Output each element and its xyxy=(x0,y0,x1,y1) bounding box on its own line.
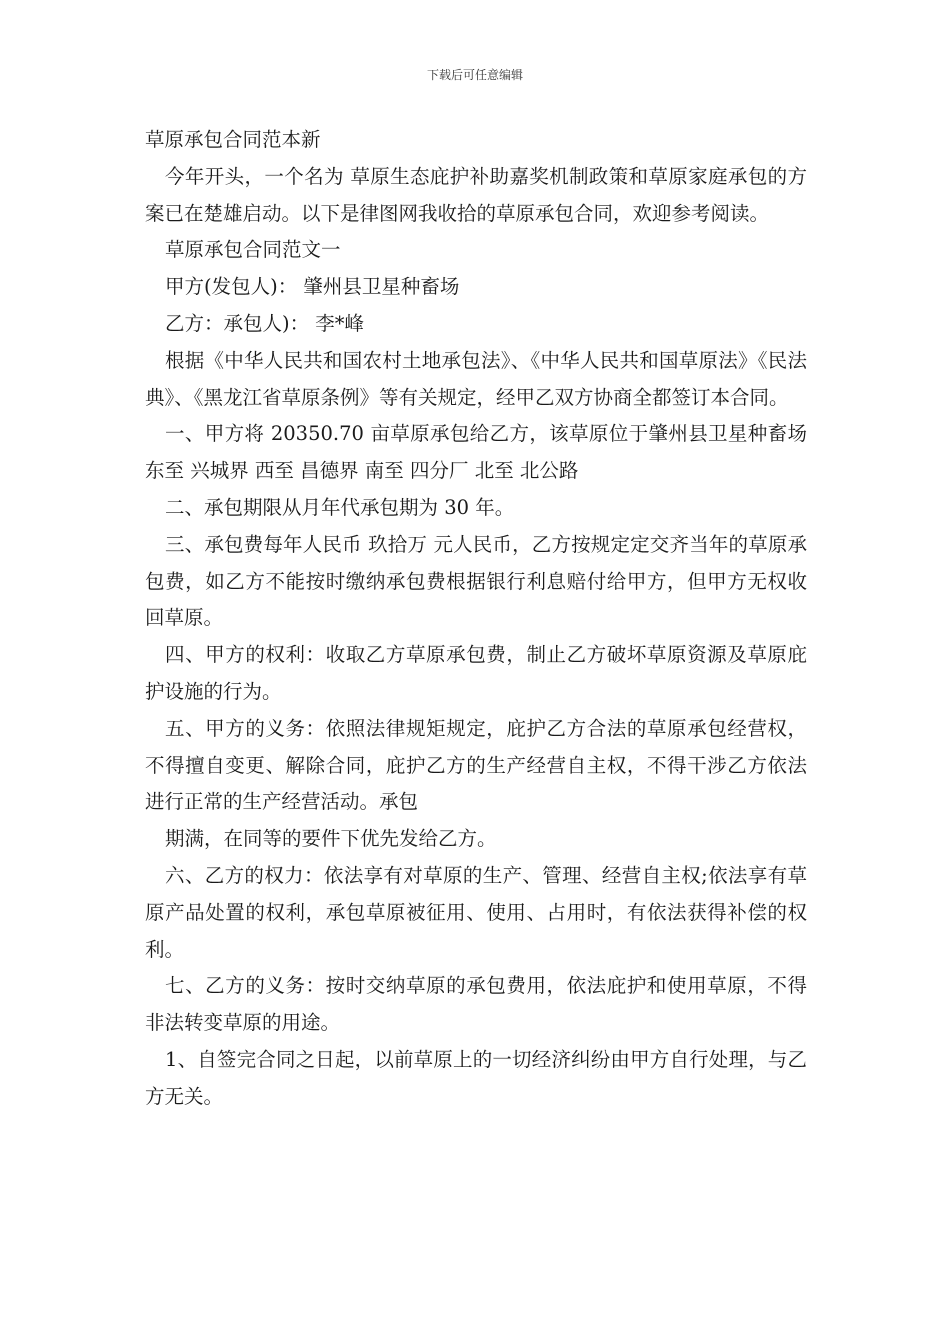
paragraph-basis: 根据《中华人民共和国农村土地承包法》、《中华人民共和国草原法》《民法典》、《黑龙江省草原条例》等有关规定，经甲乙双方协商全都签订本合同。 xyxy=(145,348,807,409)
clause-5: 五、甲方的义务：依照法律规矩规定，庇护乙方合法的草原承包经营权，不得擅自变更、解除合同，庇护乙方的生产经营自主权，不得干涉乙方依法进行正常的生产经营活动。承包 xyxy=(145,716,807,814)
clause-5-continued: 期满，在同等的要件下优先发给乙方。 xyxy=(165,827,497,851)
document-title: 草原承包合同范本新 xyxy=(145,128,321,151)
page-header: 下载后可任意编辑 xyxy=(426,68,523,82)
sub-clause-1: 1、自签完合同之日起，以前草原上的一切经济纠纷由甲方自行处理，与乙方无关。 xyxy=(145,1047,807,1108)
clause-2: 二、承包期限从月年代承包期为 30 年。 xyxy=(165,495,515,519)
clause-1: 一、甲方将 20350.70 亩草原承包给乙方，该草原位于肇州县卫星种畜场 东至 兴城界 西至 昌德界 南至 四分厂 北至 北公路 xyxy=(145,422,807,483)
clause-7: 七、乙方的义务：按时交纳草原的承包费用，依法庇护和使用草原，不得非法转变草原的用途。 xyxy=(145,974,807,1035)
clause-4: 四、甲方的权利：收取乙方草原承包费，制止乙方破坏草原资源及草原庇护设施的行为。 xyxy=(145,643,807,703)
document-body xyxy=(145,122,807,1116)
section-heading: 草原承包合同范文一 xyxy=(165,238,341,262)
party-b: 乙方：承包人)： 李*峰 xyxy=(165,311,365,335)
party-a: 甲方(发包人)： 肇州县卫星种畜场 xyxy=(165,275,460,299)
paragraph-intro: 今年开头，一个名为 草原生态庇护补助嘉奖机制政策和草原家庭承包的方案已在楚雄启动。以下是律图网我收拾的草原承包合同，欢迎参考阅读。 xyxy=(145,164,807,225)
clause-6: 六、乙方的权力：依法享有对草原的生产、管理、经营自主权;依法享有草原产品处置的权利，承包草原被征用、使用、占用时，有依法获得补偿的权利。 xyxy=(145,863,807,961)
clause-3: 三、承包费每年人民币 玖拾万 元人民币，乙方按规定定交齐当年的草原承包费，如乙方不能按时缴纳承包费根据银行利息赔付给甲方，但甲方无权收回草原。 xyxy=(145,532,807,630)
